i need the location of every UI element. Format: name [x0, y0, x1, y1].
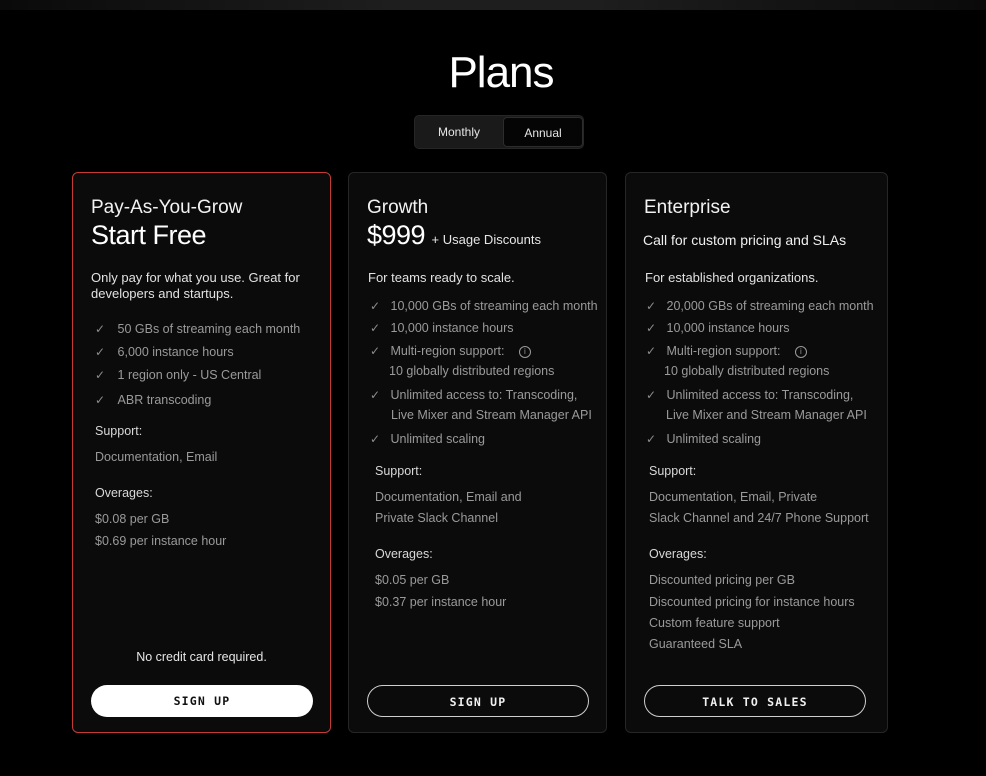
check-icon: ✓ [95, 345, 106, 359]
no-credit-card-note: No credit card required. [136, 650, 267, 664]
billing-toggle [414, 115, 584, 149]
feature-item: ✓ Unlimited access to: Transcoding, [646, 388, 854, 402]
feature-item: ✓ Unlimited scaling [370, 432, 485, 446]
page-title: Plans [448, 48, 554, 97]
overages-label: Overages: [649, 547, 707, 561]
check-icon: ✓ [646, 388, 657, 402]
plan-card-growth [348, 172, 607, 733]
check-icon: ✓ [370, 388, 381, 402]
check-icon: ✓ [646, 321, 657, 335]
support-value: Private Slack Channel [375, 511, 498, 525]
support-value: Documentation, Email, Private [649, 490, 818, 504]
feature-item: ✓ Multi-region support: i [370, 342, 531, 360]
plan-name: Enterprise [644, 197, 731, 218]
plan-description: For established organizations. [645, 270, 819, 285]
plan-card-pay-as-you-grow [72, 172, 331, 733]
check-icon: ✓ [370, 321, 381, 335]
check-icon: ✓ [370, 344, 381, 358]
top-bar [0, 0, 986, 10]
overages-label: Overages: [375, 547, 433, 561]
sign-up-button[interactable]: SIGN UP [91, 685, 313, 717]
overage-value: $0.37 per instance hour [375, 595, 507, 609]
feature-continuation: Live Mixer and Stream Manager API [666, 408, 867, 422]
plan-price: Call for custom pricing and SLAs [643, 232, 847, 248]
feature-item: ✓ Multi-region support: i [646, 342, 807, 360]
feature-continuation: 10 globally distributed regions [664, 364, 830, 378]
check-icon: ✓ [646, 344, 657, 358]
overage-value: Discounted pricing for instance hours [649, 595, 855, 609]
feature-item: ✓ Unlimited scaling [646, 432, 761, 446]
info-icon[interactable]: i [519, 346, 531, 358]
overage-value: Custom feature support [649, 616, 780, 630]
check-icon: ✓ [370, 299, 381, 313]
feature-item: ✓ Unlimited access to: Transcoding, [370, 388, 578, 402]
check-icon: ✓ [95, 393, 106, 407]
feature-item: ✓ 10,000 instance hours [646, 321, 790, 335]
plan-name: Pay-As-You-Grow [91, 197, 243, 218]
feature-item: ✓ 50 GBs of streaming each month [95, 322, 301, 336]
plan-name: Growth [367, 197, 429, 218]
feature-continuation: Live Mixer and Stream Manager API [391, 408, 592, 422]
check-icon: ✓ [95, 368, 106, 382]
overage-value: $0.05 per GB [375, 573, 450, 587]
overages-label: Overages: [95, 486, 153, 500]
plan-price-suffix: + Usage Discounts [431, 232, 542, 247]
support-label: Support: [649, 464, 697, 478]
plan-description: For teams ready to scale. [368, 270, 515, 285]
support-value: Documentation, Email [95, 450, 218, 464]
feature-item: ✓ 1 region only - US Central [95, 368, 262, 382]
billing-toggle-monthly[interactable]: Monthly [437, 125, 481, 139]
feature-item: ✓ 10,000 GBs of streaming each month [370, 299, 598, 313]
feature-continuation: 10 globally distributed regions [389, 364, 555, 378]
billing-toggle-annual[interactable]: Annual [503, 117, 583, 147]
overage-value: $0.69 per instance hour [95, 534, 227, 548]
feature-item: ✓ ABR transcoding [95, 393, 212, 407]
check-icon: ✓ [370, 432, 381, 446]
support-value: Slack Channel and 24/7 Phone Support [649, 511, 869, 525]
overage-value: Discounted pricing per GB [649, 573, 795, 587]
sign-up-button[interactable]: SIGN UP [367, 685, 589, 717]
feature-item: ✓ 10,000 instance hours [370, 321, 514, 335]
feature-item: ✓ 6,000 instance hours [95, 345, 234, 359]
plan-description: Only pay for what you use. Great for developers and startups. [91, 270, 300, 301]
check-icon: ✓ [95, 322, 106, 336]
overage-value: $0.08 per GB [95, 512, 170, 526]
support-label: Support: [375, 464, 423, 478]
plan-card-enterprise [625, 172, 888, 733]
plan-price: $999 [367, 220, 426, 250]
overage-value: Guaranteed SLA [649, 637, 743, 651]
support-label: Support: [95, 424, 143, 438]
plan-price: Start Free [91, 220, 207, 250]
plan-price-row [367, 220, 541, 251]
check-icon: ✓ [646, 432, 657, 446]
info-icon[interactable]: i [795, 346, 807, 358]
check-icon: ✓ [646, 299, 657, 313]
talk-to-sales-button[interactable]: TALK TO SALES [644, 685, 866, 717]
feature-item: ✓ 20,000 GBs of streaming each month [646, 299, 874, 313]
support-value: Documentation, Email and [375, 490, 522, 504]
